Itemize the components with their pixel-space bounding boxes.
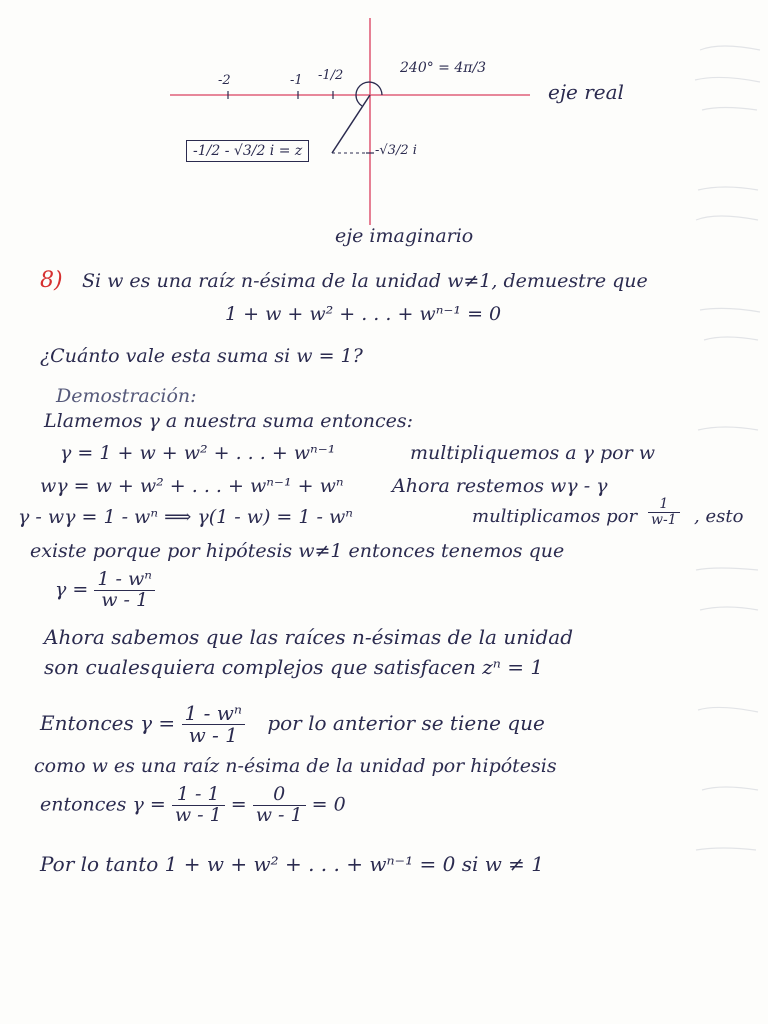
proof-line-6 (55, 570, 155, 611)
fraction-numerator: 1 - 1 (172, 785, 225, 806)
problem-number: 8) (40, 268, 63, 293)
bleed-through-marks (690, 10, 768, 910)
fraction-denominator: w - 1 (188, 723, 238, 747)
angle-arc (356, 82, 382, 106)
problem-equation: 1 + w + w² + . . . + wⁿ⁻¹ = 0 (225, 303, 502, 325)
imaginary-axis-label: eje imaginario (335, 225, 474, 247)
tick-label-imag: -√3/2 i (375, 143, 417, 158)
proof-line-10: como w es una raíz n-ésima de la unidad por hipótesis (34, 755, 557, 777)
proof-line-4-fraction (648, 497, 680, 527)
equals-zero: = 0 (311, 793, 346, 816)
fraction-numerator: 1 - wⁿ (94, 570, 155, 591)
equals-sign: = (230, 793, 247, 816)
proof-line-7: Ahora sabemos que las raíces n-ésimas de la unidad (44, 625, 574, 649)
proof-conclusion: Por lo tanto 1 + w + w² + . . . + wⁿ⁻¹ = 0 si w ≠ 1 (40, 852, 545, 876)
fraction-denominator: w - 1 (101, 588, 149, 611)
proof-line-11 (40, 785, 346, 826)
proof-line-2b: multipliquemos a γ por w (410, 442, 655, 464)
problem-statement: Si w es una raíz n-ésima de la unidad w≠1, demuestre que (82, 270, 648, 292)
proof-line-4c: , esto (694, 506, 744, 527)
proof-line-3b: Ahora restemos wγ - γ (392, 475, 608, 497)
proof-line-5: existe porque por hipótesis w≠1 entonces tenemos que (30, 540, 565, 562)
entonces-gamma-2: entonces γ = (40, 793, 166, 816)
real-axis-label: eje real (548, 80, 624, 104)
proof-line-4a: γ - wγ = 1 - wⁿ ⟹ γ(1 - w) = 1 - wⁿ (18, 506, 353, 528)
fraction-numerator: 1 (648, 497, 680, 513)
problem-question: ¿Cuánto vale esta suma si w = 1? (40, 345, 363, 367)
proof-line-8: son cualesquiera complejos que satisfacen zⁿ = 1 (44, 655, 544, 679)
entonces-gamma: Entonces γ = (40, 711, 176, 735)
angle-label: 240° = 4π/3 (400, 60, 487, 76)
proof-line-3a: wγ = w + w² + . . . + wⁿ⁻¹ + wⁿ (40, 475, 344, 497)
fraction-denominator: w-1 (651, 511, 677, 528)
complex-plane-diagram (160, 10, 680, 260)
proof-line-1: Llamemos γ a nuestra suma entonces: (44, 410, 414, 432)
proof-line-9 (40, 703, 545, 746)
fraction-numerator: 1 - wⁿ (182, 703, 245, 725)
gamma-lhs: γ = (55, 578, 89, 601)
tick-label-neg1: -1 (290, 73, 303, 88)
fraction-numerator: 0 (253, 785, 306, 806)
tick-label-neg2: -2 (218, 73, 231, 88)
tick-label-neg-half: -1/2 (318, 68, 344, 83)
proof-line-2a: γ = 1 + w + w² + . . . + wⁿ⁻¹ (60, 442, 336, 464)
proof-line-4b: multiplicamos por (472, 506, 638, 527)
boxed-point-z: -1/2 - √3/2 i = z (186, 140, 309, 162)
fraction-denominator: w - 1 (174, 803, 222, 826)
fraction-denominator: w - 1 (255, 803, 303, 826)
por-lo-anterior: por lo anterior se tiene que (267, 711, 545, 735)
proof-heading: Demostración: (56, 385, 197, 407)
vector-to-z (332, 95, 370, 153)
